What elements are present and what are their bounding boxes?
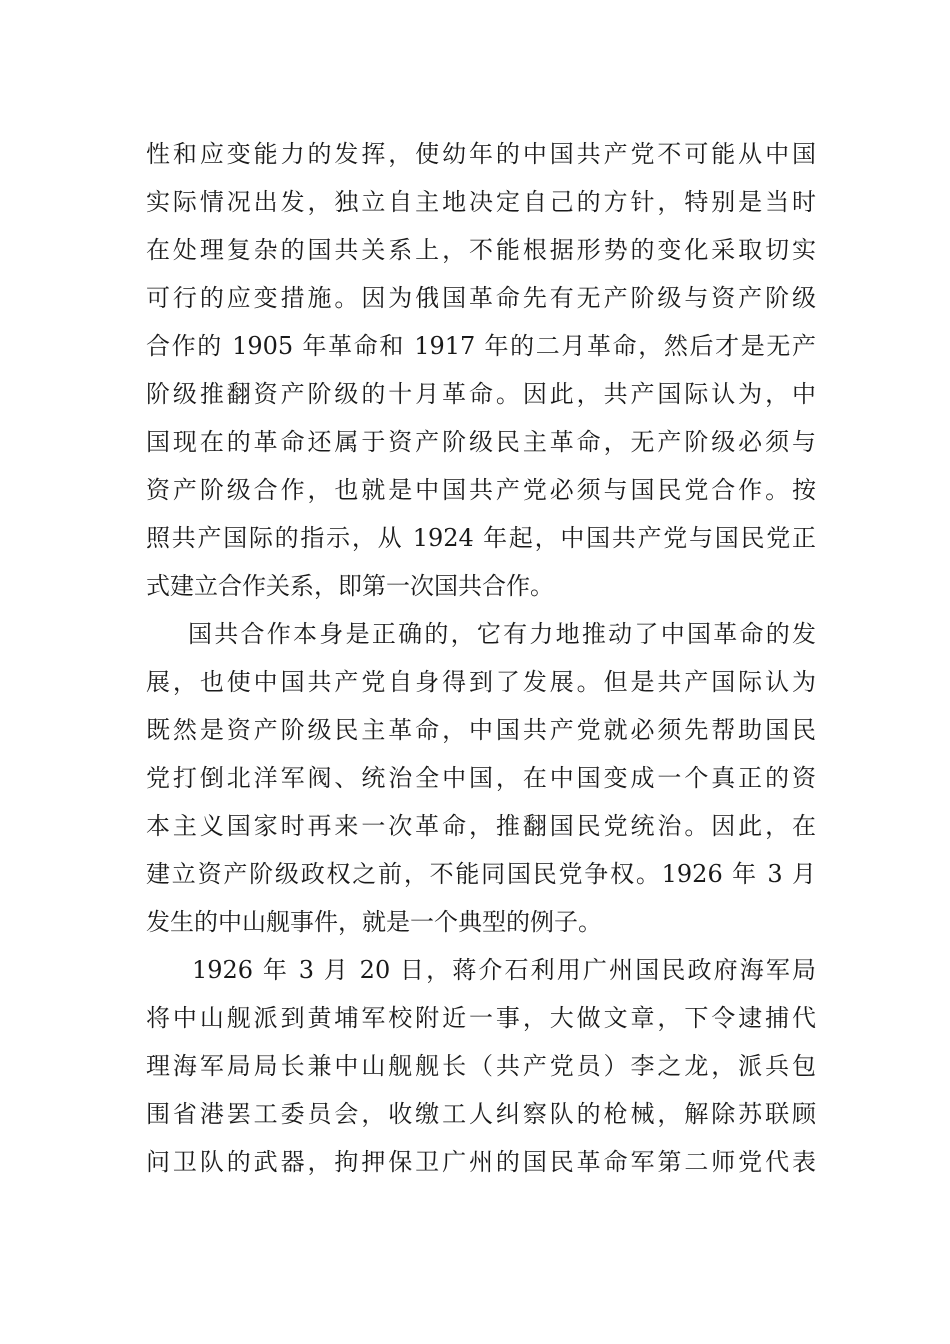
text-line: 本主义国家时再来一次革命，推翻国民党统治。因此，在 (146, 812, 816, 840)
body-text (146, 130, 816, 1186)
text-line: 1926 年 3 月 20 日，蒋介石利用广州国民政府海军局 (192, 956, 816, 984)
text-line: 建立资产阶级政权之前，不能同国民党争权。1926 年 3 月 (146, 860, 816, 888)
text-line: 问卫队的武器，拘押保卫广州的国民革命军第二师党代表 (146, 1148, 816, 1176)
text-line: 性和应变能力的发挥，使幼年的中国共产党不可能从中国 (146, 140, 816, 168)
text-line: 阶级推翻资产阶级的十月革命。因此，共产国际认为，中 (146, 380, 816, 408)
text-line: 理海军局局长兼中山舰舰长（共产党员）李之龙，派兵包 (146, 1052, 816, 1080)
paragraph (146, 946, 816, 1186)
text-line: 围省港罢工委员会，收缴工人纠察队的枪械，解除苏联顾 (146, 1100, 816, 1128)
text-line: 资产阶级合作，也就是中国共产党必须与国民党合作。按 (146, 476, 816, 504)
text-line: 将中山舰派到黄埔军校附近一事，大做文章，下令逮捕代 (146, 1004, 816, 1032)
text-line: 展，也使中国共产党自身得到了发展。但是共产国际认为 (146, 668, 816, 696)
text-line: 照共产国际的指示，从 1924 年起，中国共产党与国民党正 (146, 524, 816, 552)
text-line: 式建立合作关系，即第一次国共合作。 (146, 572, 554, 600)
paragraph (146, 130, 816, 610)
text-line: 党打倒北洋军阀、统治全中国，在中国变成一个真正的资 (146, 764, 816, 792)
paragraph (146, 610, 816, 946)
text-line: 在处理复杂的国共关系上，不能根据形势的变化采取切实 (146, 236, 816, 264)
text-line: 实际情况出发，独立自主地决定自己的方针，特别是当时 (146, 188, 816, 216)
text-line: 可行的应变措施。因为俄国革命先有无产阶级与资产阶级 (146, 284, 816, 312)
text-line: 既然是资产阶级民主革命，中国共产党就必须先帮助国民 (146, 716, 816, 744)
text-line: 国共合作本身是正确的，它有力地推动了中国革命的发 (188, 620, 816, 648)
text-line: 合作的 1905 年革命和 1917 年的二月革命，然后才是无产 (146, 332, 816, 360)
text-line: 发生的中山舰事件，就是一个典型的例子。 (146, 908, 602, 936)
text-line: 国现在的革命还属于资产阶级民主革命，无产阶级必须与 (146, 428, 816, 456)
